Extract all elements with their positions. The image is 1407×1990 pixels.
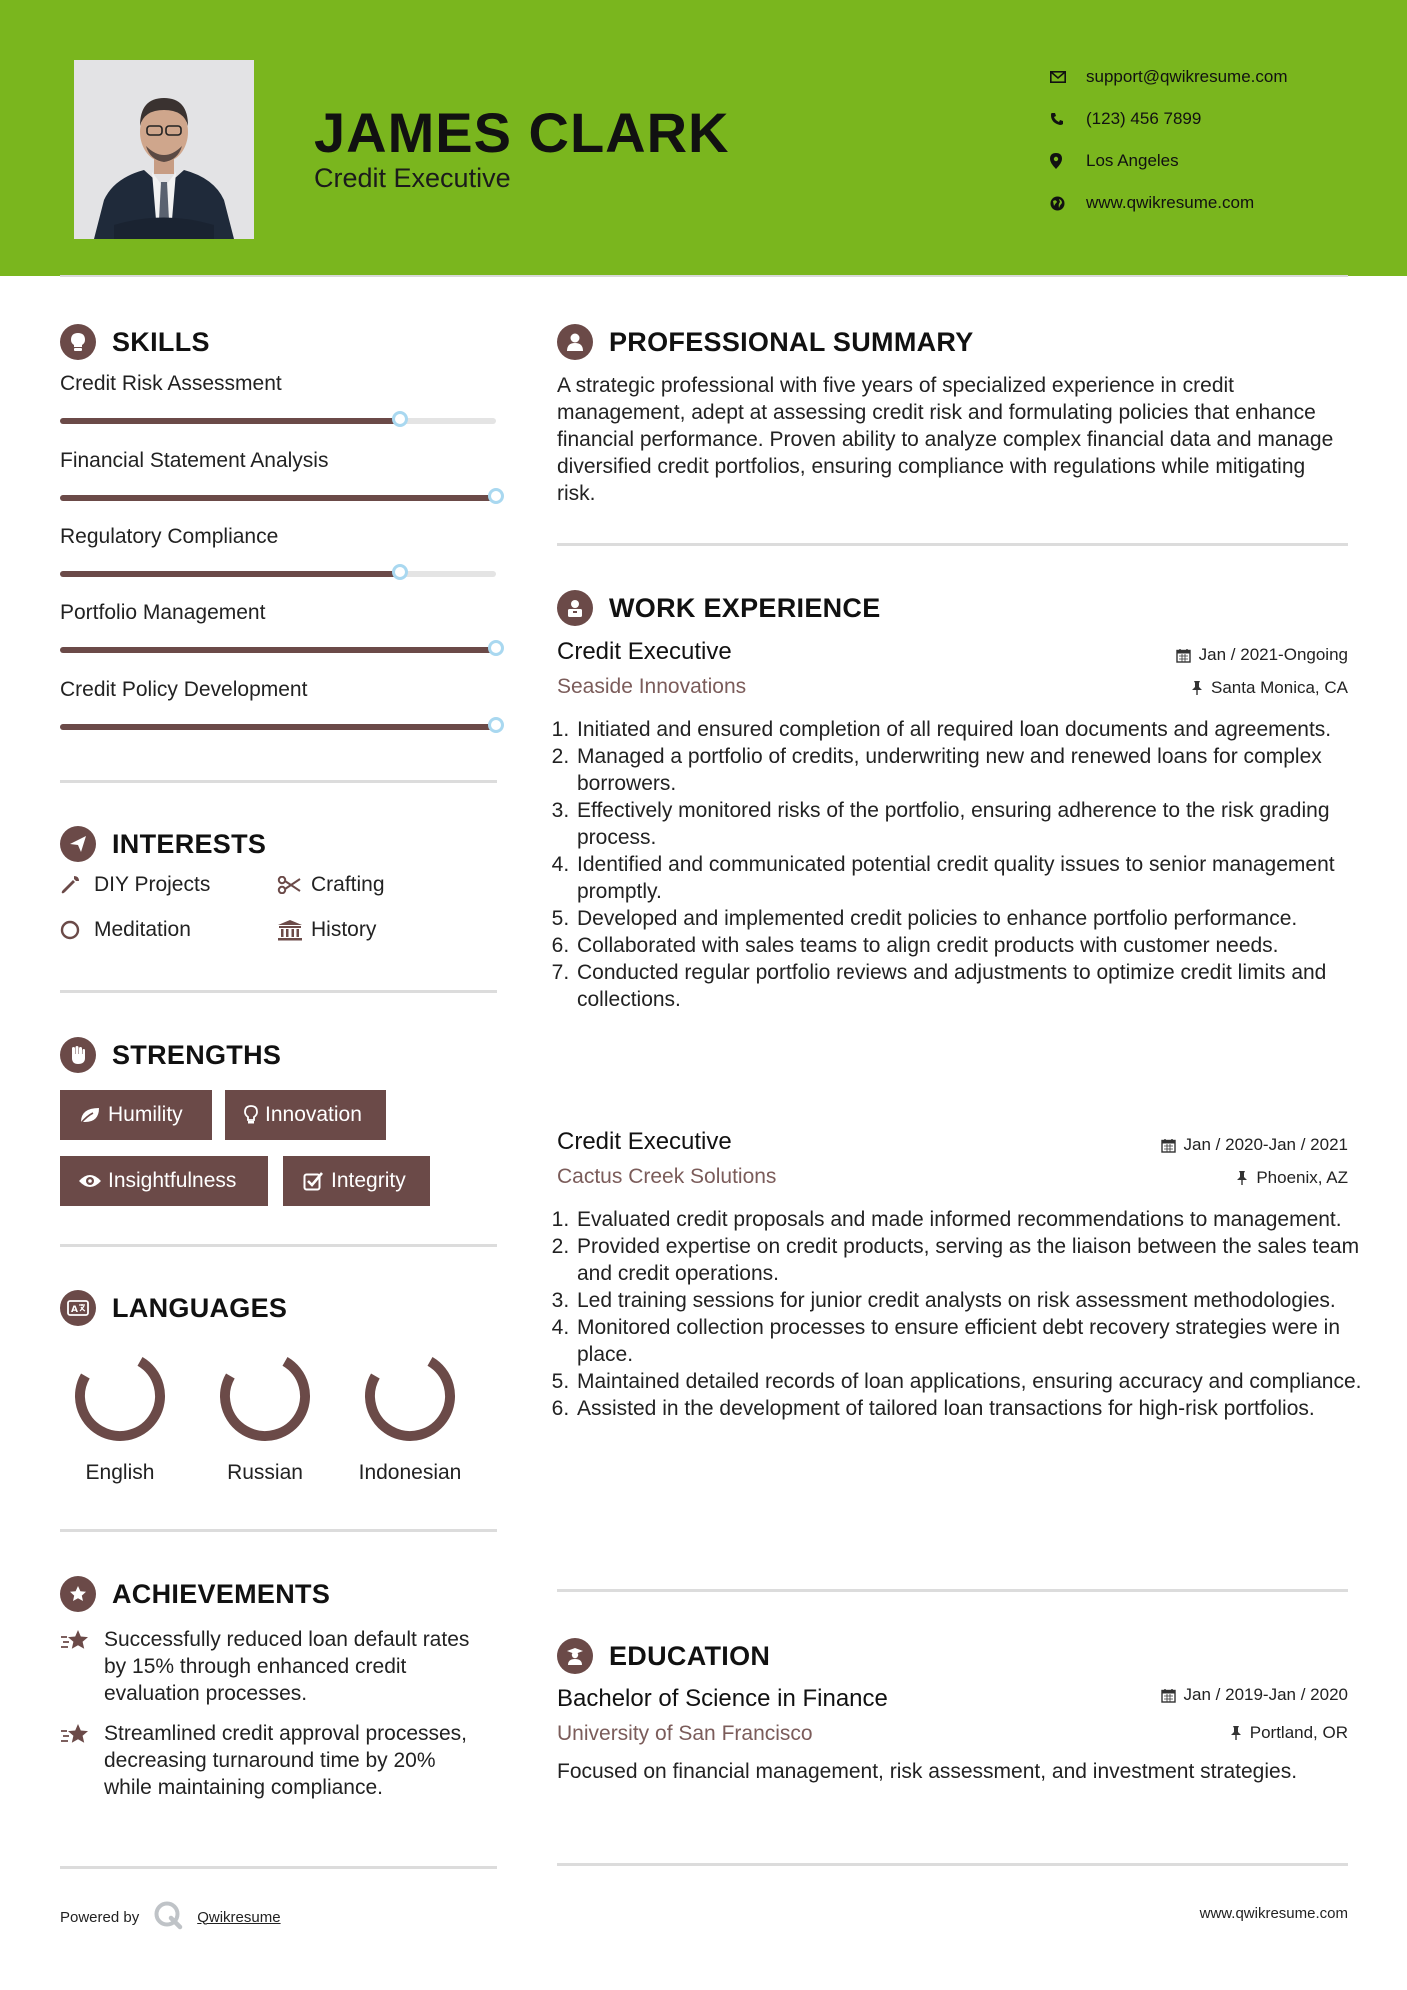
- section-divider: [60, 1866, 497, 1869]
- summary-text: A strategic professional with five years of specialized experience in credit management, adept at assessing credit risk and formulating policies that enhance financial performance. Proven ability to analyze complex financial data and manage diversified credit portfolios, ensuring compliance with regulations while mitigating risk.: [557, 374, 1334, 505]
- job-company: Seaside Innovations: [557, 675, 747, 698]
- star-icon: [60, 1720, 104, 1801]
- footer-powered-by: Powered by Qwikresume: [60, 1900, 281, 1934]
- interest-item: DIY Projects: [60, 873, 210, 897]
- skill-track: [60, 647, 496, 653]
- language-icon: [60, 1290, 96, 1326]
- scissors-icon: [277, 876, 311, 894]
- job-title: Credit Executive: [557, 1128, 732, 1155]
- achievement-item: Successfully reduced loan default rates by 15% through enhanced credit evaluation processes.: [60, 1626, 480, 1707]
- skill-level-fill: [60, 724, 496, 730]
- strength-tag: Insightfulness: [60, 1156, 268, 1206]
- phone-icon: [1050, 112, 1086, 126]
- strength-tag: Integrity: [283, 1156, 430, 1206]
- job-dates: Jan / 2021-Ongoing: [1176, 645, 1348, 665]
- svg-text:A: A: [71, 1305, 79, 1315]
- section-divider: [557, 1863, 1348, 1866]
- section-divider: [60, 1529, 497, 1532]
- interests-heading: INTERESTS: [60, 826, 266, 862]
- skill-level-fill: [60, 418, 400, 424]
- list-item: 5. Developed and implemented credit policies to enhance portfolio performance.: [575, 905, 1371, 932]
- header-divider: [60, 275, 1348, 277]
- languages-heading: A LANGUAGES: [60, 1290, 287, 1326]
- briefcase-user-icon: [557, 590, 593, 626]
- skill-track: [60, 495, 496, 501]
- skill-track: [60, 571, 496, 577]
- graduate-icon: [557, 1638, 593, 1674]
- skill-level-fill: [60, 571, 400, 577]
- section-divider: [557, 1589, 1348, 1592]
- skill-item: [60, 449, 510, 501]
- list-item: 3. Effectively monitored risks of the portfolio, ensuring adherence to the risk grading process.: [575, 797, 1371, 851]
- list-item: 1. Evaluated credit proposals and made informed recommendations to management.: [575, 1206, 1371, 1233]
- star-icon: [60, 1626, 104, 1707]
- skill-level-knob[interactable]: [488, 640, 504, 656]
- skill-name: Portfolio Management: [60, 601, 266, 624]
- candidate-name: JAMES CLARK: [314, 101, 730, 164]
- list-item: 3. Led training sessions for junior credit analysts on risk assessment methodologies.: [575, 1287, 1371, 1314]
- star-badge-icon: [60, 1576, 96, 1612]
- list-item: 2. Managed a portfolio of credits, underwriting new and renewed loans for complex borrowers.: [575, 743, 1371, 797]
- skill-name: Credit Policy Development: [60, 678, 308, 701]
- language-name: Indonesian: [358, 1461, 462, 1484]
- section-divider: [557, 543, 1348, 546]
- strength-tag: Humility: [60, 1090, 212, 1140]
- skill-level-knob[interactable]: [392, 411, 408, 427]
- raised-fist-icon: [60, 1037, 96, 1073]
- skill-level-fill: [60, 647, 496, 653]
- skill-track: [60, 724, 496, 730]
- section-divider: [60, 780, 497, 783]
- profile-photo: [74, 60, 254, 239]
- contact-block: [1050, 56, 1288, 224]
- language-name: English: [85, 1461, 155, 1484]
- skill-track: [60, 418, 496, 424]
- contact-email[interactable]: support@qwikresume.com: [1050, 56, 1288, 98]
- leaf-icon: [72, 1106, 108, 1124]
- eye-icon: [72, 1173, 108, 1189]
- section-divider: [60, 990, 497, 993]
- language-name: Russian: [227, 1461, 303, 1484]
- calendar-icon: [1176, 648, 1191, 663]
- skill-item: [60, 678, 510, 730]
- strengths-heading: STRENGTHS: [60, 1037, 281, 1073]
- job-responsibilities: [551, 716, 1371, 1013]
- skill-level-knob[interactable]: [392, 564, 408, 580]
- experience-heading: WORK EXPERIENCE: [557, 590, 881, 626]
- paper-plane-icon: [60, 826, 96, 862]
- lightbulb-icon: [60, 324, 96, 360]
- job-company: Cactus Creek Solutions: [557, 1165, 777, 1188]
- language-level-ring: [360, 1346, 460, 1446]
- strength-tag: Innovation: [225, 1090, 386, 1140]
- wrench-icon: [60, 875, 94, 895]
- job-location: Santa Monica, CA: [1191, 678, 1348, 698]
- summary-heading: PROFESSIONAL SUMMARY: [557, 324, 974, 360]
- job-dates: Jan / 2020-Jan / 2021: [1161, 1135, 1348, 1155]
- language-level-ring: [70, 1346, 170, 1446]
- portrait-image: [74, 60, 254, 239]
- education-location: Portland, OR: [1230, 1723, 1348, 1743]
- contact-phone[interactable]: (123) 456 7899: [1050, 98, 1288, 140]
- degree-title: Bachelor of Science in Finance: [557, 1685, 888, 1712]
- footer-website[interactable]: www.qwikresume.com: [1199, 1905, 1348, 1922]
- list-item: 2. Provided expertise on credit products, serving as the liaison between the sales team and credit operations.: [575, 1233, 1371, 1287]
- education-dates: Jan / 2019-Jan / 2020: [1161, 1685, 1348, 1705]
- envelope-icon: [1050, 71, 1086, 83]
- education-heading: EDUCATION: [557, 1638, 770, 1674]
- education-description: Focused on financial management, risk assessment, and investment strategies.: [557, 1760, 1298, 1783]
- header-banner: [0, 0, 1407, 276]
- skill-name: Financial Statement Analysis: [60, 449, 329, 472]
- interest-item: Crafting: [277, 873, 385, 897]
- list-item: 7. Conducted regular portfolio reviews and adjustments to optimize credit limits and collections.: [575, 959, 1371, 1013]
- qwikresume-link[interactable]: Qwikresume: [197, 1908, 281, 1926]
- skills-heading: SKILLS: [60, 324, 210, 360]
- interest-item: Meditation: [60, 918, 191, 942]
- circle-icon: [60, 920, 94, 940]
- interest-item: History: [277, 918, 376, 942]
- skill-level-knob[interactable]: [488, 488, 504, 504]
- list-item: 6. Collaborated with sales teams to align credit products with customer needs.: [575, 932, 1371, 959]
- language-item: [350, 1346, 470, 1485]
- skill-item: [60, 525, 510, 577]
- checkbox-icon: [295, 1171, 331, 1191]
- list-item: 4. Identified and communicated potential credit quality issues to senior management promptly.: [575, 851, 1371, 905]
- calendar-icon: [1161, 1688, 1176, 1703]
- contact-location: Los Angeles: [1050, 140, 1288, 182]
- skill-level-fill: [60, 495, 496, 501]
- lightbulb-outline-icon: [237, 1105, 265, 1125]
- list-item: 6. Assisted in the development of tailored loan transactions for high-risk portfolios.: [575, 1395, 1371, 1422]
- job-location: Phoenix, AZ: [1236, 1168, 1348, 1188]
- list-item: 5. Maintained detailed records of loan applications, ensuring accuracy and compliance.: [575, 1368, 1371, 1395]
- candidate-title: Credit Executive: [314, 163, 511, 193]
- museum-icon: [277, 919, 311, 941]
- achievements-heading: ACHIEVEMENTS: [60, 1576, 330, 1612]
- language-item: [205, 1346, 325, 1485]
- achievement-item: Streamlined credit approval processes, decreasing turnaround time by 20% while maintaining compliance.: [60, 1720, 480, 1801]
- skill-level-knob[interactable]: [488, 717, 504, 733]
- contact-website[interactable]: www.qwikresume.com: [1050, 182, 1288, 224]
- globe-icon: [1050, 196, 1086, 211]
- pushpin-icon: [1236, 1170, 1248, 1186]
- language-item: [60, 1346, 180, 1485]
- language-level-ring: [215, 1346, 315, 1446]
- skill-item: [60, 601, 510, 653]
- school-name: University of San Francisco: [557, 1722, 813, 1745]
- job-responsibilities: [551, 1206, 1371, 1422]
- qwikresume-logo-icon: [153, 1900, 183, 1934]
- skill-item: [60, 372, 510, 424]
- map-pin-icon: [1050, 153, 1086, 169]
- pushpin-icon: [1191, 680, 1203, 696]
- user-icon: [557, 324, 593, 360]
- pushpin-icon: [1230, 1725, 1242, 1741]
- skill-name: Credit Risk Assessment: [60, 372, 282, 395]
- calendar-icon: [1161, 1138, 1176, 1153]
- list-item: 4. Monitored collection processes to ensure efficient debt recovery strategies were in place.: [575, 1314, 1371, 1368]
- job-title: Credit Executive: [557, 638, 732, 665]
- section-divider: [60, 1244, 497, 1247]
- list-item: 1. Initiated and ensured completion of all required loan documents and agreements.: [575, 716, 1371, 743]
- skill-name: Regulatory Compliance: [60, 525, 279, 548]
